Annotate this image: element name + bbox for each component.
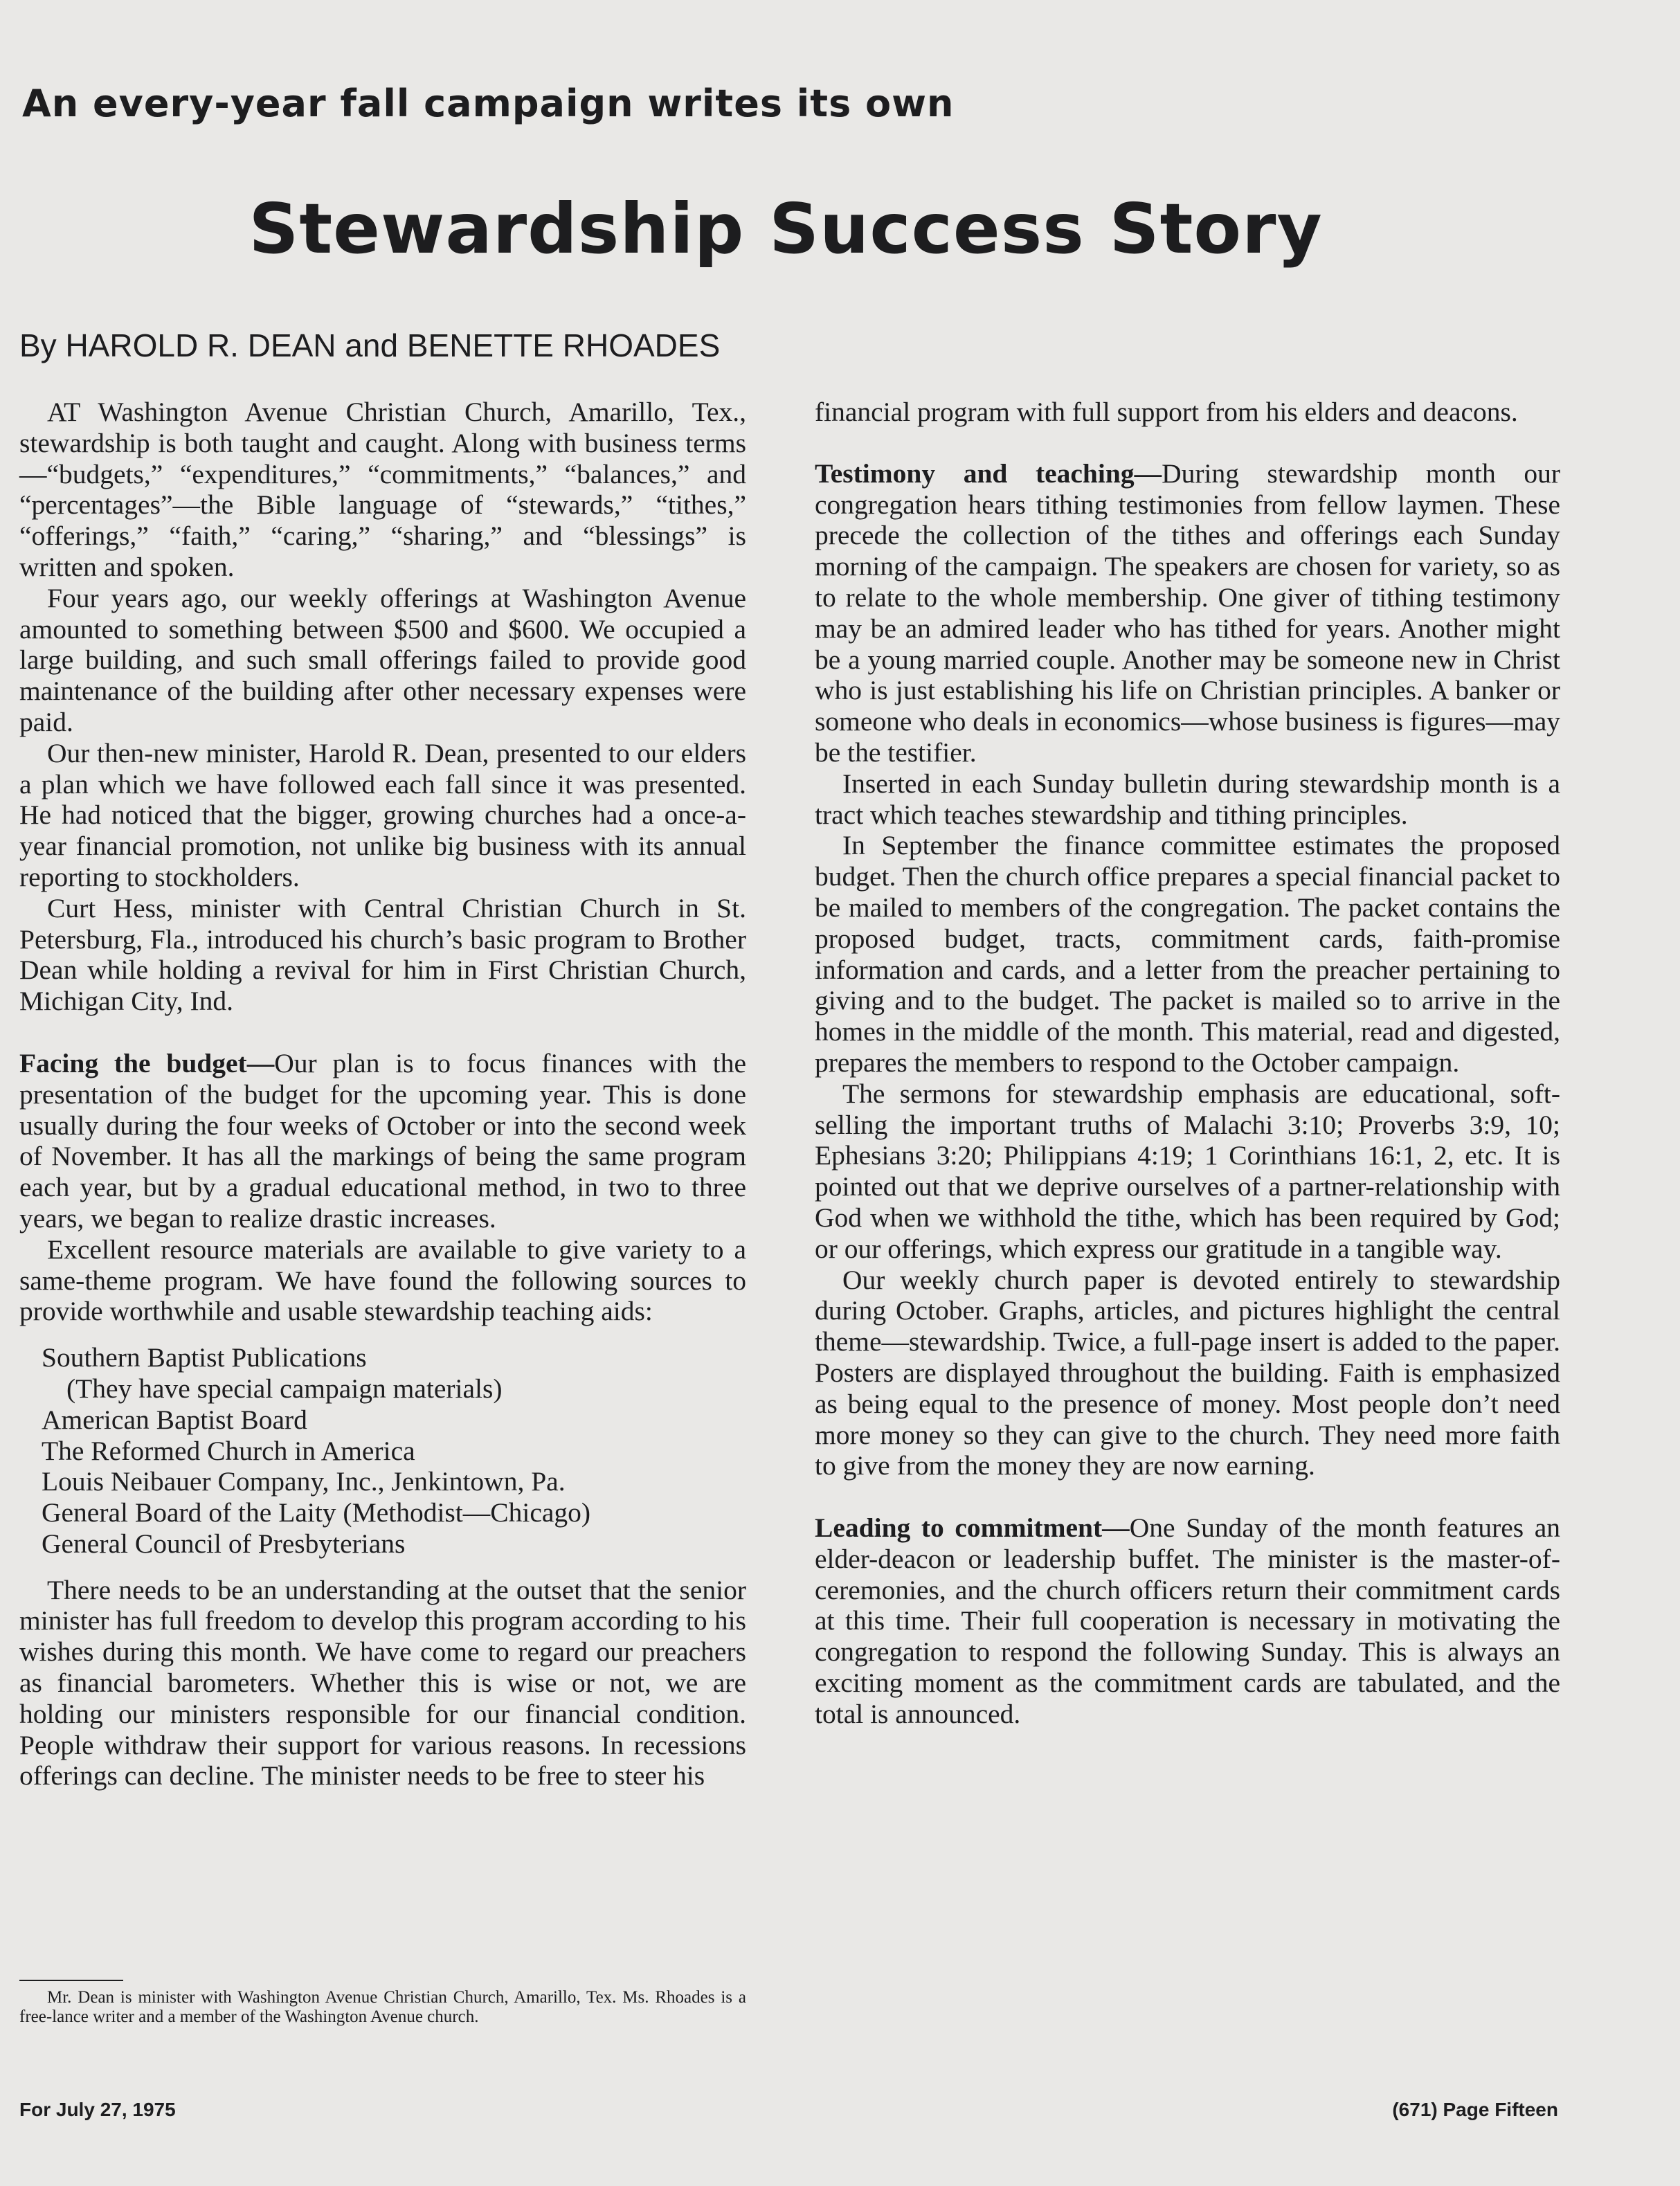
section-leading-commitment	[815, 1512, 1560, 1730]
left-column	[19, 397, 746, 1791]
paragraph: AT Washington Avenue Christian Church, Amarillo, Tex., stewardship is both taught and caught. Along with business terms—“budgets,” “expenditures,” “commitments,” “balances,” and “percentages”—the Bible language of “stewards,” “tithes,” “offerings,” “faith,” “caring,” “sharing,” and “blessings” is written and spoken.	[19, 397, 746, 582]
paragraph: Excellent resource materials are available to give variety to a same-theme program. We have found the following sources to provide worthwhile and usable stewardship teaching aids:	[19, 1234, 746, 1327]
right-column	[815, 397, 1560, 1730]
resource-list	[19, 1342, 746, 1560]
paragraph: Inserted in each Sunday bulletin during stewardship month is a tract which teaches stewardship and tithing principles.	[815, 768, 1560, 830]
paragraph: There needs to be an understanding at the outset that the senior minister has full freedom to develop this program according to his wishes during this month. We have come to regard our preachers as financial barometers. Whether this is wise or not, we are holding our ministers responsible for our financial condition. People withdraw their support for various reasons. In recessions offerings can decline. The minister needs to be free to steer his	[19, 1574, 746, 1791]
article-kicker: An every-year fall campaign writes its own	[22, 82, 955, 125]
footnote-divider	[19, 1980, 123, 1981]
paragraph: Four years ago, our weekly offerings at Washington Avenue amounted to something between $500 and $600. We occupied a large building, and such small offerings failed to provide good maintenance of the building after other necessary expenses were paid.	[19, 582, 746, 737]
list-item: American Baptist Board	[42, 1404, 307, 1435]
list-item: The Reformed Church in America	[42, 1435, 415, 1466]
page-number: (671) Page Fifteen	[1392, 2099, 1558, 2120]
section-testimony-teaching	[815, 458, 1560, 768]
section-text: Our plan is to focus finances with the presentation of the budget for the upcoming year. This is done usually during the four weeks of October or into the second week of November. It has all the markings of being the same program each year, but by a gradual educational method, in two to three years, we began to realize drastic increases.	[19, 1047, 746, 1234]
paragraph: Curt Hess, minister with Central Christian Church in St. Petersburg, Fla., introduced his church’s basic program to Brother Dean while holding a revival for him in First Christian Church, Michigan City, Ind.	[19, 892, 746, 1017]
article-byline: By HAROLD R. DEAN and BENETTE RHOADES	[19, 327, 721, 363]
issue-date: For July 27, 1975	[19, 2099, 176, 2120]
section-heading: Facing the budget—	[19, 1047, 275, 1078]
article-title: Stewardship Success Story	[249, 188, 1323, 269]
section-heading: Leading to commitment—	[815, 1512, 1130, 1544]
section-heading: Testimony and teaching—	[815, 458, 1162, 489]
list-item: Louis Neibauer Company, Inc., Jenkintown, Pa.	[42, 1466, 566, 1497]
list-item: General Board of the Laity (Methodist—Chicago)	[42, 1497, 591, 1528]
list-item: General Council of Presbyterians	[42, 1528, 406, 1559]
paragraph: The sermons for stewardship emphasis are educational, soft-selling the important truths of Malachi 3:10; Proverbs 3:9, 10; Ephesians 3:20; Philippians 4:19; 1 Corinthians 16:1, 2, etc. It is pointed out that we deprive ourselves of a partner-relationship with God when we withhold the tithe, which has been required by God; or our offerings, which express our gratitude in a tangible way.	[815, 1078, 1560, 1264]
paragraph: In September the finance committee estimates the proposed budget. Then the church office prepares a special financial packet to be mailed to members of the congregation. The packet contains the proposed budget, tracts, commitment cards, faith-promise information and cards, and a letter from the preacher pertaining to giving and to the budget. The packet is mailed so to arrive in the homes in the middle of the month. This material, read and digested, prepares the members to respond to the October campaign.	[815, 830, 1560, 1078]
paragraph: Our weekly church paper is devoted entirely to stewardship during October. Graphs, articles, and pictures highlight the central theme—stewardship. Twice, a full-page insert is added to the paper. Posters are displayed throughout the building. Faith is emphasized as being equal to the presence of money. Most people don’t need more money so they can give to the church. They need more faith to give from the money they are now earning.	[815, 1264, 1560, 1481]
paragraph: financial program with full support from his elders and deacons.	[815, 397, 1518, 427]
author-footnote: Mr. Dean is minister with Washington Avenue Christian Church, Amarillo, Tex. Ms. Rhoades is a free-lance writer and a member of the Washington Avenue church.	[19, 1988, 746, 2026]
section-facing-budget	[19, 1048, 746, 1234]
section-text: During stewardship month our congregation hears tithing testimonies from fellow laymen. These precede the collection of the tithes and offerings each Sunday morning of the campaign. The speakers are chosen for variety, so as to relate to the whole membership. One giver of tithing testimony may be an admired leader who has tithed for years. Another might be a young married couple. Another may be someone new in Christ who is just establishing his life on Christian principles. A banker or someone who deals in economics—whose business is figures—may be the testifier.	[815, 458, 1560, 768]
list-item: Southern Baptist Publications	[42, 1342, 367, 1373]
paragraph: Our then-new minister, Harold R. Dean, presented to our elders a plan which we have followed each fall since it was presented. He had noticed that the bigger, growing churches had a once-a-year financial promotion, not unlike big business with its annual reporting to stockholders.	[19, 737, 746, 892]
list-item: (They have special campaign materials)	[66, 1373, 503, 1404]
section-text: One Sunday of the month features an elder-deacon or leadership buffet. The minister is the master-of-ceremonies, and the church officers return their commitment cards at this time. Their full cooperation is necessary in motivating the congregation to respond the following Sunday. This is always an exciting moment as the commitment cards are tabulated, and the total is announced.	[815, 1512, 1561, 1729]
